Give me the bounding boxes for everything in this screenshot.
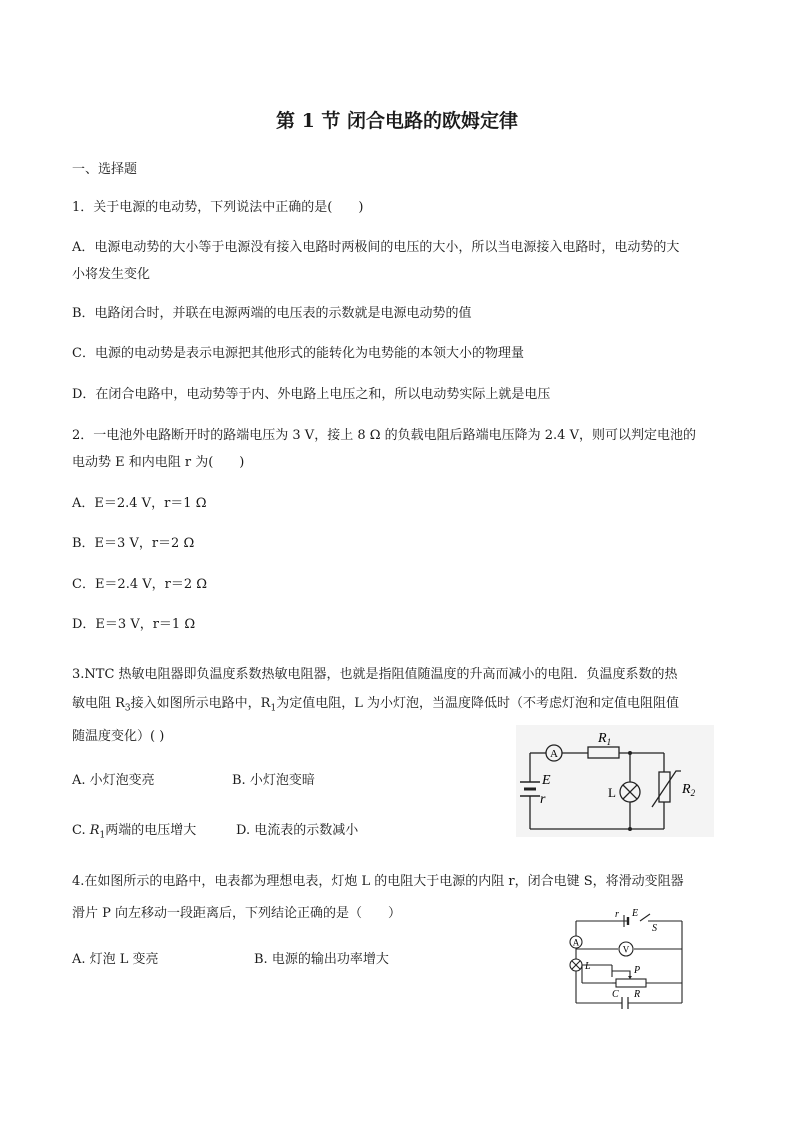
q3-option-c-sub: 1 [99, 830, 106, 841]
q3-sub-1: 1 [270, 703, 277, 714]
resistor-r1-icon [588, 747, 619, 758]
q4-option-a: A. 灯泡 L 变亮 [72, 952, 159, 967]
q3-stem: 3.NTC 热敏电阻器即负温度系数热敏电阻器，也就是指阻值随温度的升高而减小的电阻．负温度系数的热 [72, 667, 678, 682]
q3-option-c-pre: C. [72, 823, 90, 838]
q1-option-a: A．电源电动势的大小等于电源没有接入电路时两极间的电压的大小，所以当电源接入电路时，电动势的大 [72, 240, 680, 255]
r2-label: $R_2$ [682, 782, 696, 798]
q3-option-d: D. 电流表的示数减小 [236, 823, 359, 838]
emf-label: E [542, 773, 551, 788]
ammeter-icon [570, 936, 582, 948]
q3-stem-line2 [72, 696, 679, 717]
q4-option-b: B. 电源的输出功率增大 [254, 952, 389, 967]
internal-resistance-label: r [615, 909, 619, 920]
q1-option-a-cont: 小将发生变化 [72, 267, 151, 282]
q3-stem-line3: 随温度变化）( ) [72, 729, 165, 744]
q2-option-d: D．E＝3 V，r＝1 Ω [72, 617, 196, 632]
q3-option-b: B. 小灯泡变暗 [232, 773, 315, 788]
switch-icon [640, 914, 650, 921]
q2-option-b: B．E＝3 V，r＝2 Ω [72, 536, 195, 551]
junction-dot [628, 751, 632, 755]
q3-stem2-pre: 敏电阻 R [72, 696, 125, 711]
slider-label: P [634, 965, 641, 976]
q3-stem2-post: 为定值电阻，L 为小灯泡，当温度降低时（不考虑灯泡和定值电阻阻值 [276, 696, 679, 711]
q3-sub-3: 3 [124, 703, 131, 714]
rheostat-icon [612, 971, 646, 987]
emf-label: E [632, 908, 639, 919]
q2-option-a: A．E＝2.4 V，r＝1 Ω [72, 496, 207, 511]
q3-option-c-post: 两端的电压增大 [105, 823, 197, 838]
q4-circuit-diagram [562, 905, 692, 1013]
q1-option-c: C．电源的电动势是表示电源把其他形式的能转化为电势能的本领大小的物理量 [72, 346, 524, 361]
q1-stem: 1．关于电源的电动势，下列说法中正确的是( ) [72, 200, 364, 215]
q2-option-c: C．E＝2.4 V，r＝2 Ω [72, 577, 208, 592]
voltmeter-icon [619, 942, 633, 956]
q3-stem2-mid: 接入如图所示电路中，R [130, 696, 271, 711]
lamp-icon [620, 782, 640, 802]
q2-stem-cont: 电动势 E 和内电阻 r 为( ) [72, 455, 245, 470]
q3-circuit-diagram [516, 725, 714, 837]
capacitor-icon [622, 997, 628, 1009]
q1-option-b: B．电路闭合时，并联在电源两端的电压表的示数就是电源电动势的值 [72, 306, 472, 321]
ammeter-label: A [550, 748, 558, 760]
ammeter-label: A [572, 937, 580, 948]
internal-resistance-label: r [540, 792, 546, 807]
q3-option-c [72, 823, 196, 844]
lamp-icon [570, 959, 582, 971]
capacitor-label: C [612, 989, 619, 1000]
page-title: 第 1 节 闭合电路的欧姆定律 [275, 110, 519, 132]
r1-label: $R_1$ [598, 731, 612, 747]
junction-dot [628, 827, 632, 831]
q3-option-a: A. 小灯泡变亮 [72, 773, 155, 788]
ammeter-icon [546, 745, 562, 761]
q2-stem: 2．一电池外电路断开时的路端电压为 3 V，接上 8 Ω 的负载电阻后路端电压降为 2.4 V，则可以判定电池的 [72, 428, 696, 443]
q1-option-d: D．在闭合电路中，电动势等于内、外电路上电压之和，所以电动势实际上就是电压 [72, 387, 551, 402]
lamp-label: L [585, 961, 591, 972]
rheostat-label: R [634, 989, 641, 1000]
q4-stem: 4.在如图所示的电路中，电表都为理想电表，灯炮 L 的电阻大于电源的内阻 r，闭合电键 S，将滑动变阻器 [72, 874, 684, 889]
voltmeter-label: V [622, 944, 630, 955]
lamp-label: L [608, 785, 616, 800]
q3-option-c-r: R [89, 823, 100, 838]
switch-label: S [652, 923, 657, 934]
q4-stem-cont: 滑片 P 向左移动一段距离后，下列结论正确的是（ ） [72, 906, 402, 921]
section-heading: 一、选择题 [72, 162, 138, 177]
